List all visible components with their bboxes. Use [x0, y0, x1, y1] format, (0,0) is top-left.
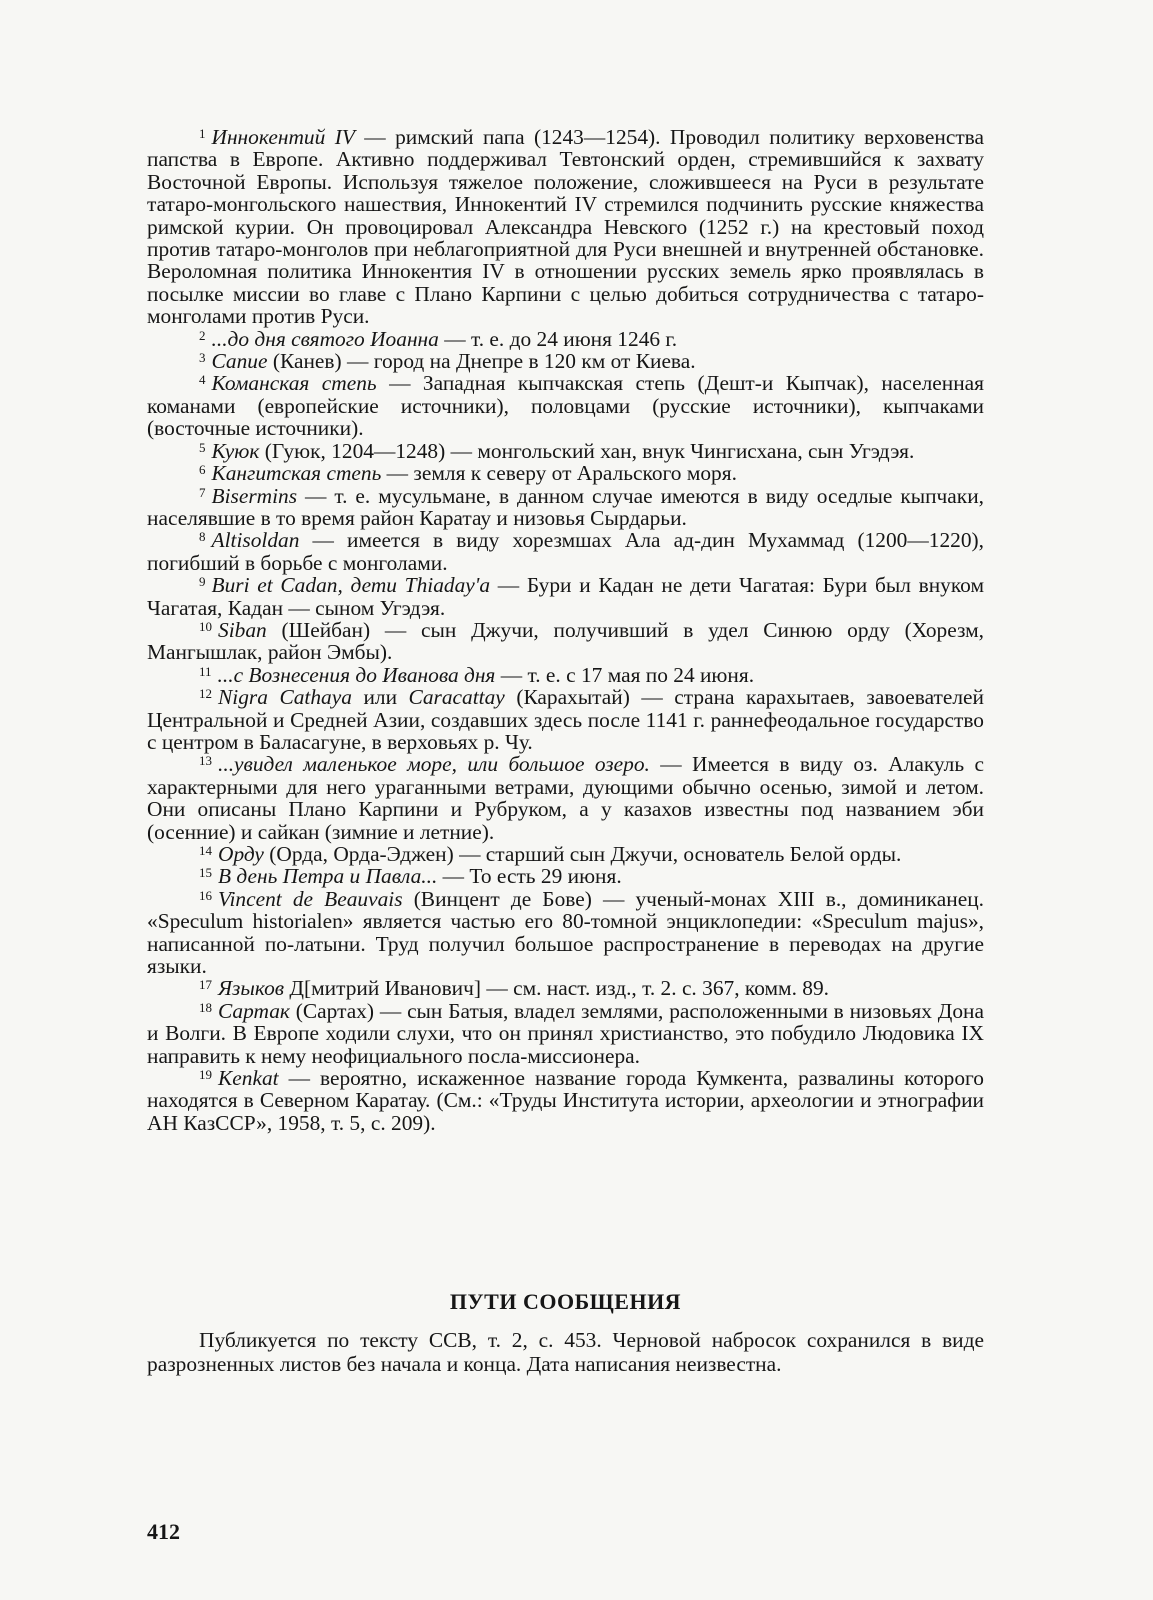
footnote-text: т. е. до 24 июня 1246 г.: [470, 326, 678, 351]
footnote-5: [147, 440, 984, 462]
footnote-2: [147, 328, 984, 350]
footnote-number: 1: [199, 126, 206, 141]
footnote-number: 4: [199, 372, 206, 388]
footnote-text: (Шейбан) — сын Джучи, получивший в удел Синюю орду (Хорезм, Мангышлак, район Эмбы).: [147, 617, 984, 665]
footnote-9: [147, 574, 984, 619]
footnote-term: Сапие: [211, 349, 268, 374]
footnote-separator: —: [278, 1066, 321, 1091]
footnote-number: 8: [199, 529, 206, 545]
footnote-number: 2: [199, 327, 206, 343]
footnote-text: (Винцент де Бове) — ученый-монах XIII в., доминиканец. «Speculum historialen» является частью его 80-томной энциклопедии: «Speculum majus», написанной по-латыни. Труд получил большое распространение в переводах на другие языки.: [147, 886, 984, 979]
footnote-18: [147, 1000, 984, 1067]
footnote-16: [147, 888, 984, 978]
footnote-text: т. е. мусульмане, в данном случае имеются в виду оседлые кыпчаки, населявшие в то время район Каратау и низовья Сырдарьи.: [147, 483, 984, 530]
footnote-separator: —: [438, 326, 471, 351]
footnote-term: ...с Вознесения до Иванова дня: [217, 662, 496, 687]
footnote-term: Vincent de Beauvais: [218, 886, 403, 911]
footnote-number: 11: [199, 663, 212, 679]
footnote-separator: —: [297, 483, 335, 508]
footnote-term: Buri et Cadan, дети Thiaday'a: [211, 573, 491, 598]
footnote-term: Куюк: [211, 438, 260, 463]
footnote-term: Bisermins: [211, 483, 298, 508]
footnote-text: Западная кыпчакская степь (Дешт-и Кыпчак), населенная команами (европейские источники), половцами (русские источники), кыпчаками (восточные источники).: [147, 371, 984, 441]
footnote-number: 19: [199, 1067, 212, 1083]
footnote-text: земля к северу от Аральского моря.: [413, 461, 737, 486]
footnote-term: Siban: [218, 617, 267, 642]
footnote-separator: —: [495, 662, 528, 687]
footnote-15: [147, 865, 984, 887]
footnote-separator: —: [437, 864, 470, 889]
footnote-term: Орду: [218, 842, 264, 866]
footnote-separator: [403, 887, 414, 911]
footnote-term: Языков: [218, 976, 285, 1001]
footnote-text: т. е. с 17 мая по 24 июня.: [527, 662, 755, 687]
footnote-separator: [267, 618, 282, 642]
footnote-number: 18: [199, 999, 212, 1015]
footnote-term: Nigra Cathaya: [218, 685, 352, 710]
footnote-4: [147, 372, 984, 439]
footnote-separator: —: [490, 573, 527, 598]
footnote-text: (Карахытай) — страна карахытаев, завоевателей Центральной и Средней Азии, создавших здесь после 1141 г. раннефеодальное государство с центром в Баласагуне, в верховьях р. Чу.: [147, 685, 984, 754]
footnote-number: 14: [199, 843, 212, 858]
footnote-number: 16: [199, 887, 212, 903]
footnote-11: [147, 664, 984, 686]
footnote-number: 6: [199, 462, 206, 478]
footnote-term: В день Петра и Павла...: [218, 864, 438, 889]
footnote-separator: или: [351, 685, 409, 710]
footnote-13: [147, 753, 984, 843]
footnote-term: Kenkat: [218, 1066, 279, 1091]
footnote-separator: —: [299, 528, 348, 553]
footnote-number: 10: [199, 618, 212, 634]
footnote-text: римский папа (1243—1254). Проводил политику верховенства папства в Европе. Активно поддерживал Тевтонский орден, стремившийся к захвату Восточной Европы. Используя тяжелое положение, сложившееся на Руси в результате татаро-монгольского нашествия, Иннокентий IV стремился подчинить русские княжества римской курии. Он провоцировал Александра Невского (1252 г.) на крестовый поход против татаро-монголов при неблагоприятной для Руси внешней и внутренней обстановке. Вероломная политика Иннокентия IV в отношении русских земель ярко проявлялась в посылке миссии во главе с Плано Карпини с целью добиться сотрудничества с татаро-монголами против Руси.: [147, 125, 984, 329]
section-text: Публикуется по тексту ССВ, т. 2, с. 453. Черновой набросок сохранился в виде разрозненных листов без начала и конца. Дата написания неизвестна.: [147, 1328, 984, 1377]
footnote-text: имеется в виду хорезмшах Ала ад-дин Мухаммад (1200—1220), погибший в борьбе с монголами.: [147, 528, 984, 575]
footnote-number: 9: [199, 574, 206, 590]
footnote-term: Altisoldan: [211, 528, 300, 553]
footnote-term: Сартак: [218, 998, 290, 1023]
footnote-separator: —: [376, 371, 423, 396]
footnote-19: [147, 1067, 984, 1134]
footnote-12: [147, 686, 984, 753]
footnote-3: [147, 350, 984, 372]
footnote-14: [147, 843, 984, 865]
section-title: ПУТИ СООБЩЕНИЯ: [449, 1289, 682, 1314]
footnote-separator: —: [381, 461, 414, 486]
footnote-17: [147, 977, 984, 999]
footnotes: [147, 126, 984, 1134]
footnote-text: (Гуюк, 1204—1248) — монгольский хан, внук Чингисхана, сын Угэдэя.: [264, 438, 915, 463]
footnote-number: 3: [199, 350, 206, 366]
footnote-term: ...до дня святого Иоанна: [211, 326, 439, 351]
footnote-number: 5: [199, 439, 206, 455]
footnote-number: 13: [199, 753, 212, 769]
footnote-text: (Канев) — город на Днепре в 120 км от Киева.: [272, 349, 696, 374]
footnote-text: (Орда, Орда-Эджен) — старший сын Джучи, основатель Белой орды.: [269, 842, 902, 866]
footnote-10: [147, 619, 984, 664]
footnote-number: 12: [199, 686, 212, 702]
footnote-term: Команская степь: [211, 371, 377, 396]
footnote-7: [147, 485, 984, 530]
footnote-number: 15: [199, 865, 212, 881]
footnote-number: 7: [199, 484, 206, 500]
footnote-8: [147, 529, 984, 574]
footnote-6: [147, 462, 984, 484]
footnote-text: То есть 29 июня.: [469, 864, 622, 889]
footnote-term: ...увидел маленькое море, или большое озеро.: [218, 752, 650, 777]
footnote-term: Иннокентий IV: [211, 125, 355, 149]
footnote-text: Имеется в виду оз. Алакуль с характерными для него ураганными ветрами, дующими обычно осенью, зимой и летом. Они описаны Плано Карпини и Рубруком, а у казахов известны под названием эби (осенние) и сайкан (зимние и летние).: [147, 752, 984, 844]
footnote-separator: —: [354, 125, 396, 149]
footnote-text: (Сартах) — сын Батыя, владел землями, расположенными в низовьях Дона и Волги. В Европе ходили слухи, что он принял христианство, это побудило Людовика IX направить к нему неофициального посла-миссионера.: [147, 998, 984, 1068]
footnote-term: Кангитская степь: [211, 461, 382, 486]
footnote-1: [147, 126, 984, 328]
footnote-text: вероятно, искаженное название города Кумкента, развалины которого находятся в Северном Каратау. (См.: «Труды Института истории, археологии и этнографии АН КазССР», 1958, т. 5, с. 209).: [147, 1066, 984, 1135]
footnote-number: 17: [199, 977, 212, 993]
footnote-text: Д[митрий Иванович] — см. наст. изд., т. 2. с. 367, комм. 89.: [289, 976, 830, 1001]
page-number: 412: [147, 1519, 180, 1544]
footnote-term-alt: Caracattay: [408, 685, 505, 710]
footnote-separator: —: [649, 752, 693, 777]
footnote-text: Бури и Кадан не дети Чагатая: Бури был внуком Чагатая, Кадан — сыном Угэдэя.: [147, 573, 984, 620]
